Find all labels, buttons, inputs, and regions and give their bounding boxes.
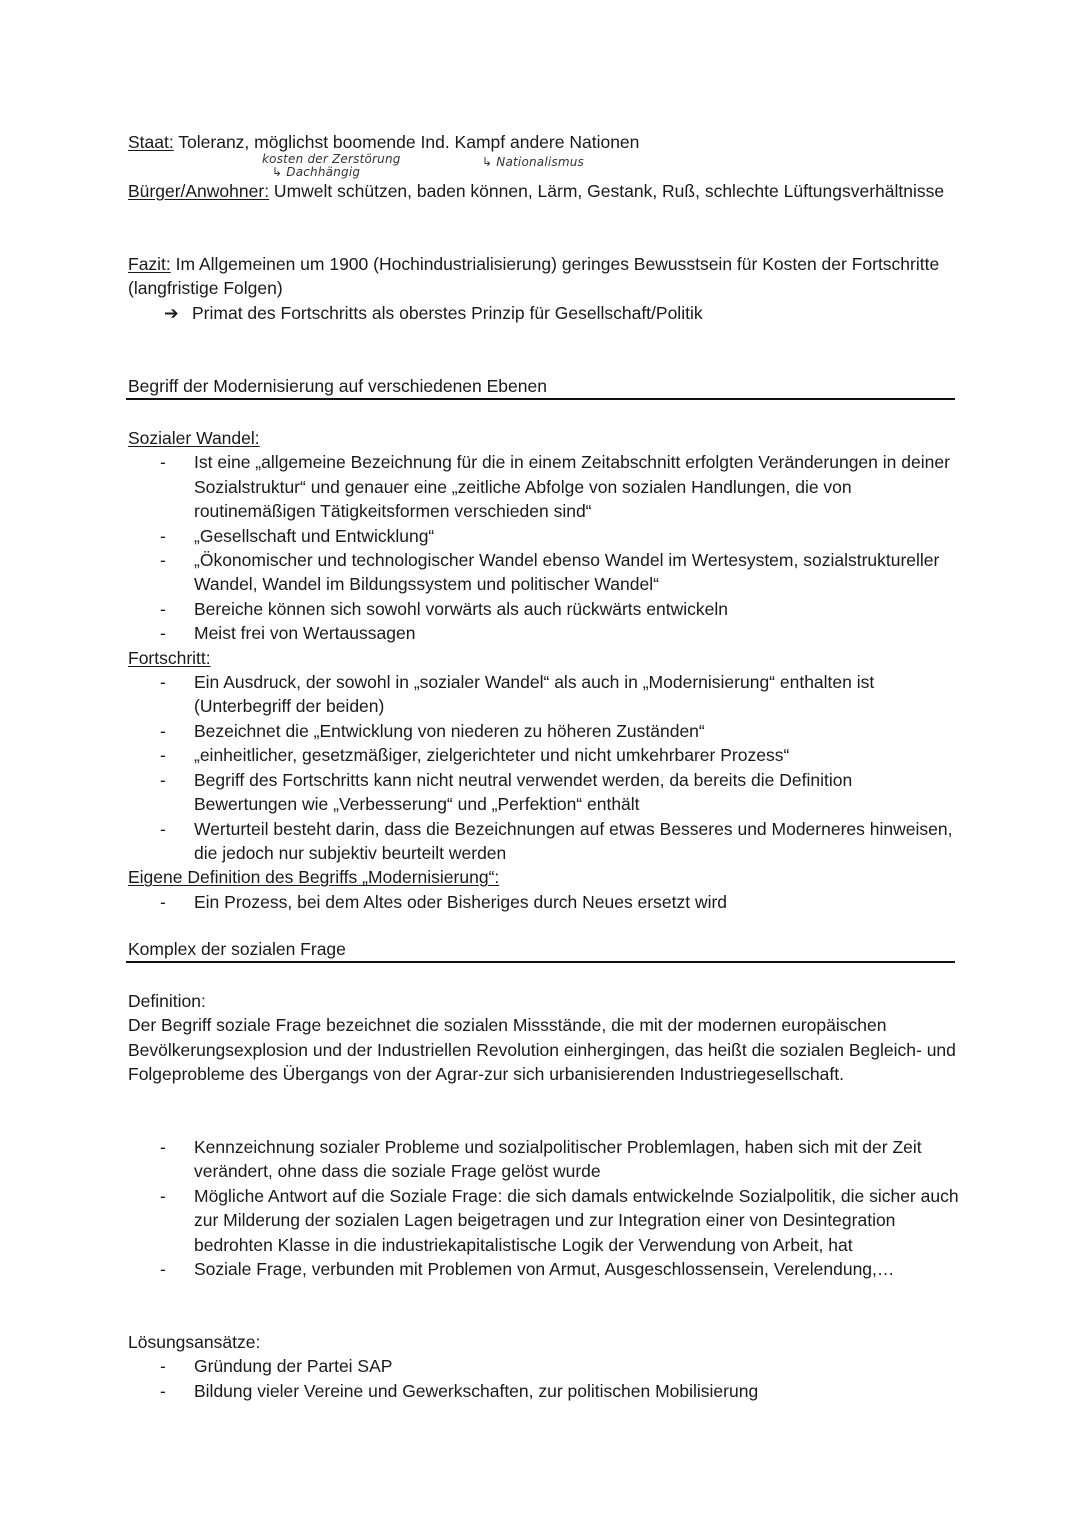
- fortschritt-list: [128, 670, 958, 865]
- list-item: - „einheitlicher, gesetzmäßiger, zielgerichteter und nicht umkehrbarer Prozess“: [128, 743, 958, 767]
- buerger-label: Bürger/Anwohner:: [128, 181, 270, 201]
- fazit-paragraph: [128, 252, 958, 325]
- eigene-definition-list: [128, 890, 958, 914]
- list-item: - Kennzeichnung sozialer Probleme und sozialpolitischer Problemlagen, haben sich mit der Zeit verändert, ohne dass die soziale Frage gelöst wurde: [128, 1135, 968, 1184]
- list-item: - Mögliche Antwort auf die Soziale Frage: die sich damals entwickelnde Sozialpolitik, die sicher auch zur Milderung der sozialen Lagen beigetragen und zur Integration einer von Desintegration bedrohten Klasse in die industriekapitalistische Logik der Verwendung von Arbeit, hat: [128, 1184, 968, 1257]
- list-item: - Ist eine „allgemeine Bezeichnung für die in einem Zeitabschnitt erfolgten Veränderungen in deiner Sozialstruktur“ und genauer eine „zeitliche Abfolge von sozialen Handlungen, die von routinemäßigen Tätigkeitsformen verschieden sind“: [128, 450, 958, 523]
- list-item: - Bildung vieler Vereine und Gewerkschaften, zur politischen Mobilisierung: [128, 1379, 958, 1403]
- section-divider: [126, 961, 955, 963]
- list-item: - Soziale Frage, verbunden mit Problemen von Armut, Ausgeschlossensein, Verelendung,…: [128, 1257, 968, 1281]
- buerger-text: Umwelt schützen, baden können, Lärm, Gestank, Ruß, schlechte Lüftungsverhältnisse: [269, 181, 945, 201]
- list-item: - Bereiche können sich sowohl vorwärts als auch rückwärts entwickeln: [128, 597, 958, 621]
- buerger-paragraph: [128, 179, 958, 203]
- list-item: - Werturteil besteht darin, dass die Bezeichnungen auf etwas Besseres und Moderneres hinweisen, die jedoch nur subjektiv beurteilt werden: [128, 817, 958, 866]
- list-item: - Ein Ausdruck, der sowohl in „sozialer Wandel“ als auch in „Modernisierung“ enthalten ist (Unterbegriff der beiden): [128, 670, 958, 719]
- soziale-frage-body: [128, 989, 958, 1087]
- sozialer-wandel-label: Sozialer Wandel:: [128, 428, 260, 448]
- soziale-frage-points: [128, 1135, 968, 1281]
- fazit-label: Fazit:: [128, 254, 171, 274]
- soziale-frage-list: [128, 1135, 968, 1281]
- list-item: - Bezeichnet die „Entwicklung von niederen zu höheren Zuständen“: [128, 719, 958, 743]
- fortschritt-label: Fortschritt:: [128, 647, 211, 668]
- loesungsansaetze: [128, 1330, 958, 1403]
- modernisierung-body: [128, 426, 958, 914]
- handwritten-note-zerstoerung: kosten der Zerstörung: [262, 152, 401, 166]
- list-item: - Gründung der Partei SAP: [128, 1354, 958, 1378]
- list-item: - „Gesellschaft und Entwicklung“: [128, 524, 958, 548]
- fazit-text: Im Allgemeinen um 1900 (Hochindustrialisierung) geringes Bewusstsein für Kosten der Fortschritte (langfristige Folgen): [128, 254, 940, 299]
- section-divider: [126, 398, 955, 400]
- list-item: - Meist frei von Wertaussagen: [128, 621, 958, 645]
- loesung-label: Lösungsansätze:: [128, 1332, 261, 1352]
- staat-label: Staat:: [128, 132, 174, 152]
- list-item: - Ein Prozess, bei dem Altes oder Bisheriges durch Neues ersetzt wird: [128, 890, 958, 914]
- loesung-list: [128, 1354, 958, 1403]
- section-heading-modernisierung: Begriff der Modernisierung auf verschiedenen Ebenen: [128, 376, 547, 396]
- eigene-definition-label: Eigene Definition des Begriffs „Modernisierung“:: [128, 867, 500, 888]
- list-item: - Begriff des Fortschritts kann nicht neutral verwendet werden, da bereits die Definition Bewertungen wie „Verbesserung“ und „Perfektion“ enthält: [128, 768, 958, 817]
- list-item: - „Ökonomischer und technologischer Wandel ebenso Wandel im Wertesystem, sozialstruktureller Wandel, Wandel im Bildungssystem und politischer Wandel“: [128, 548, 958, 597]
- handwritten-note-abhaengig: ↳ Dachhängig: [272, 165, 361, 179]
- handwritten-note-nationalismus: ↳ Nationalismus: [482, 155, 585, 169]
- staat-paragraph: [128, 130, 958, 154]
- definition-label: Definition:: [128, 991, 206, 1011]
- definition-text: Der Begriff soziale Frage bezeichnet die sozialen Missstände, die mit der modernen europäischen Bevölkerungsexplosion und der Industriellen Revolution einhergingen, das heißt die sozialen Begleich- und Folgeprobleme des Übergangs von der Agrar-zur sich urbanisierenden Industriegesellschaft.: [128, 1015, 956, 1085]
- arrow-right-icon: ➔: [164, 302, 179, 323]
- sozialer-wandel-list: [128, 450, 958, 645]
- section-heading-soziale-frage: Komplex der sozialen Frage: [128, 939, 346, 959]
- fazit-conclusion: Primat des Fortschritts als oberstes Prinzip für Gesellschaft/Politik: [192, 302, 703, 323]
- staat-text: Toleranz, möglichst boomende Ind. Kampf andere Nationen: [173, 132, 640, 152]
